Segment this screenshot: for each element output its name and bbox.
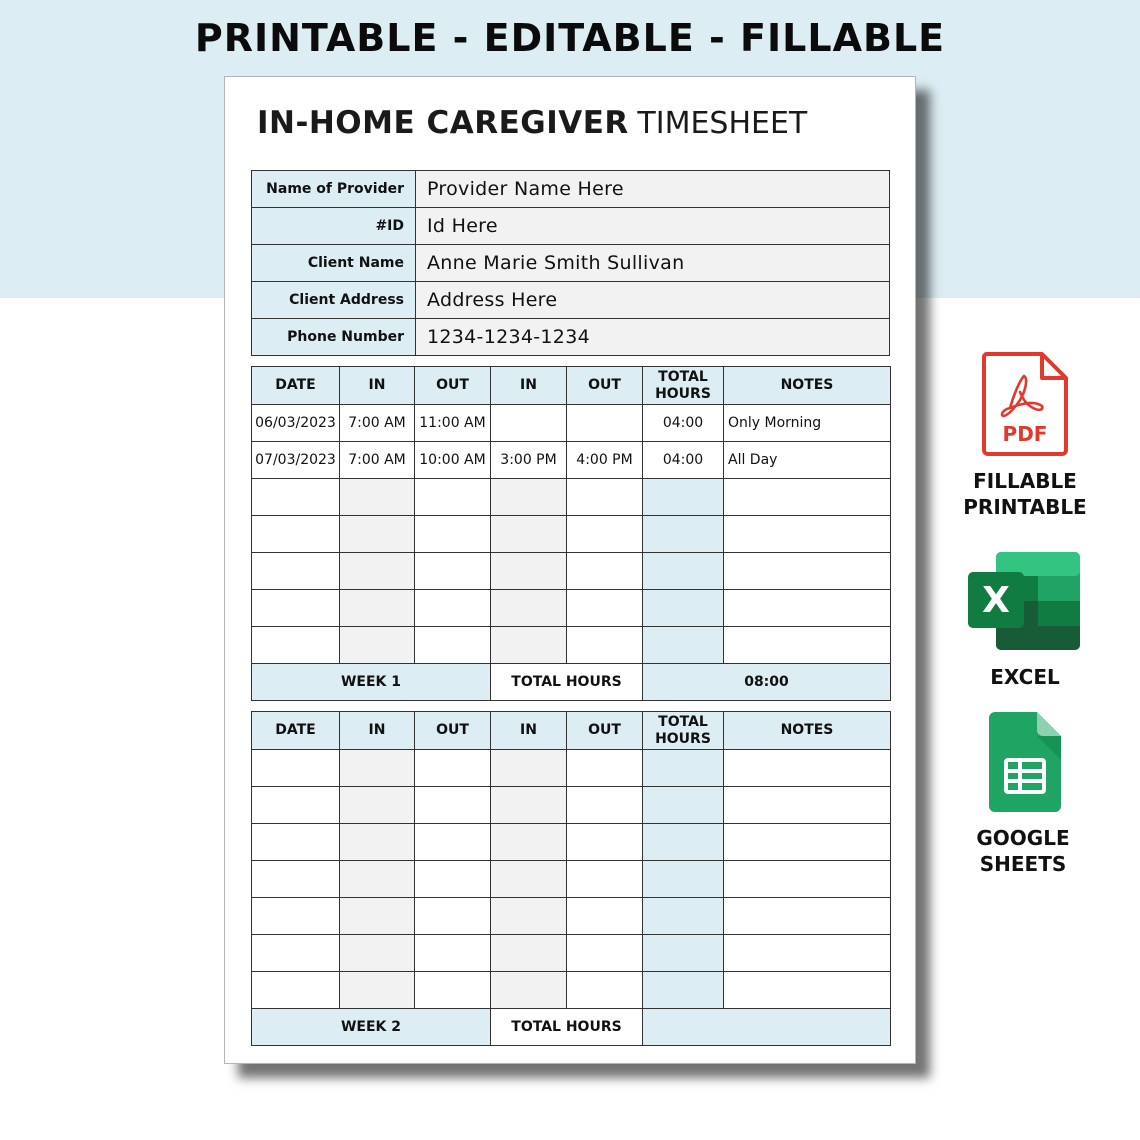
column-header: NOTES [724,367,891,405]
provider-name-field[interactable]: Provider Name Here [416,171,890,208]
id-field[interactable]: Id Here [416,208,890,245]
time-in-cell[interactable]: 7:00 AM [340,405,415,442]
table-row [252,479,891,516]
time-out-cell[interactable] [415,479,491,516]
time-in-cell[interactable] [340,824,415,861]
time-out-cell[interactable] [567,787,643,824]
time-out-cell[interactable] [567,479,643,516]
date-cell[interactable] [252,861,340,898]
client-name-field[interactable]: Anne Marie Smith Sullivan [416,245,890,282]
total-hours-cell[interactable] [643,553,724,590]
week-label: WEEK 2 [252,1009,491,1046]
time-out-cell[interactable] [415,972,491,1009]
time-in-cell[interactable] [491,861,567,898]
week-total-value[interactable] [643,1009,891,1046]
column-header: IN [491,367,567,405]
column-header: IN [340,712,415,750]
notes-cell[interactable] [724,861,891,898]
total-hours-header: TOTAL HOURS [655,713,711,747]
total-hours-cell[interactable] [643,898,724,935]
table-row [252,750,891,787]
info-label: Phone Number [252,319,416,356]
excel-badge-text: X [982,580,1010,621]
time-in-cell[interactable]: 3:00 PM [491,442,567,479]
notes-cell[interactable] [724,898,891,935]
column-header: OUT [415,367,491,405]
time-in-cell[interactable] [340,898,415,935]
title-bold: IN-HOME CAREGIVER [257,105,629,141]
time-in-cell[interactable] [491,590,567,627]
total-hours-cell[interactable] [643,972,724,1009]
total-hours-cell[interactable] [643,935,724,972]
title-light: TIMESHEET [637,106,808,141]
table-row [252,898,891,935]
week2-table [251,711,891,1046]
notes-cell[interactable] [724,516,891,553]
time-out-cell[interactable] [567,898,643,935]
week-summary-row [252,664,891,701]
week-total-label: TOTAL HOURS [491,664,643,701]
table-header-row [252,367,891,405]
info-label: Client Address [252,282,416,319]
info-label: Client Name [252,245,416,282]
total-hours-cell[interactable] [643,590,724,627]
phone-number-field[interactable]: 1234-1234-1234 [416,319,890,356]
time-in-cell[interactable] [340,861,415,898]
column-header: IN [491,712,567,750]
notes-cell[interactable] [724,750,891,787]
time-out-cell[interactable] [567,972,643,1009]
notes-cell[interactable] [724,935,891,972]
total-hours-cell[interactable] [643,787,724,824]
column-header: DATE [252,712,340,750]
info-row [252,319,890,356]
time-in-cell[interactable] [491,935,567,972]
total-hours-cell[interactable] [643,479,724,516]
notes-cell[interactable] [724,627,891,664]
time-in-cell[interactable] [491,516,567,553]
provider-info-table [251,170,890,356]
date-cell[interactable] [252,898,340,935]
time-out-cell[interactable] [567,627,643,664]
total-hours-cell[interactable]: 04:00 [643,442,724,479]
date-cell[interactable] [252,935,340,972]
format-label-line: PRINTABLE [963,495,1087,519]
info-row [252,208,890,245]
table-row [252,405,891,442]
time-in-cell[interactable]: 7:00 AM [340,442,415,479]
date-cell[interactable] [252,627,340,664]
time-out-cell[interactable] [567,861,643,898]
column-header: OUT [567,367,643,405]
time-out-cell[interactable] [567,516,643,553]
table-row [252,516,891,553]
total-hours-cell[interactable] [643,627,724,664]
time-in-cell[interactable] [340,553,415,590]
table-row [252,442,891,479]
time-in-cell[interactable] [340,627,415,664]
table-row [252,590,891,627]
time-in-cell[interactable] [491,972,567,1009]
time-out-cell[interactable] [567,750,643,787]
sheets-format-badge [950,712,1100,812]
total-hours-cell[interactable] [643,824,724,861]
time-in-cell[interactable] [340,479,415,516]
excel-format-label [950,664,1100,690]
time-out-cell[interactable] [415,750,491,787]
time-in-cell[interactable] [340,590,415,627]
date-cell[interactable]: 07/03/2023 [252,442,340,479]
time-out-cell[interactable] [415,516,491,553]
table-header-row [252,712,891,750]
info-row [252,171,890,208]
time-out-cell[interactable] [415,553,491,590]
time-out-cell[interactable] [415,627,491,664]
pdf-icon [980,350,1070,458]
excel-format-badge [950,550,1100,652]
time-out-cell[interactable] [415,935,491,972]
headline: PRINTABLE - EDITABLE - FILLABLE [194,16,946,60]
time-in-cell[interactable] [491,898,567,935]
format-label-line: GOOGLE [976,826,1070,850]
time-in-cell[interactable] [340,516,415,553]
total-hours-cell[interactable]: 04:00 [643,405,724,442]
column-header: OUT [415,712,491,750]
notes-cell[interactable] [724,590,891,627]
time-in-cell[interactable] [340,972,415,1009]
time-out-cell[interactable] [567,935,643,972]
time-in-cell[interactable] [491,824,567,861]
week-label: WEEK 1 [252,664,491,701]
total-hours-header: TOTAL HOURS [655,368,711,402]
time-out-cell[interactable] [567,553,643,590]
time-in-cell[interactable] [491,405,567,442]
total-hours-cell[interactable] [643,516,724,553]
week-total-value[interactable]: 08:00 [643,664,891,701]
week-summary-row [252,1009,891,1046]
time-out-cell[interactable]: 10:00 AM [415,442,491,479]
pdf-format-badge [950,350,1100,458]
column-header: NOTES [724,712,891,750]
date-cell[interactable] [252,972,340,1009]
table-row [252,787,891,824]
table-row [252,972,891,1009]
page-title [257,105,807,141]
time-out-cell[interactable] [415,787,491,824]
time-in-cell[interactable] [340,787,415,824]
date-cell[interactable] [252,750,340,787]
time-out-cell[interactable]: 4:00 PM [567,442,643,479]
notes-cell[interactable]: All Day [724,442,891,479]
info-row [252,245,890,282]
info-row [252,282,890,319]
table-row [252,935,891,972]
time-in-cell[interactable] [491,750,567,787]
format-label-line: FILLABLE [973,469,1077,493]
time-in-cell[interactable] [491,787,567,824]
info-label: #ID [252,208,416,245]
notes-cell[interactable] [724,553,891,590]
google-sheets-icon [989,712,1061,812]
time-in-cell[interactable] [340,750,415,787]
pdf-format-label [950,468,1100,520]
date-cell[interactable] [252,787,340,824]
table-row [252,553,891,590]
notes-cell[interactable] [724,479,891,516]
notes-cell[interactable] [724,824,891,861]
time-out-cell[interactable] [415,824,491,861]
time-in-cell[interactable] [491,479,567,516]
column-header [643,712,724,750]
table-row [252,627,891,664]
date-cell[interactable] [252,479,340,516]
sheets-format-label [948,825,1098,877]
week-total-label: TOTAL HOURS [491,1009,643,1046]
client-address-field[interactable]: Address Here [416,282,890,319]
table-row [252,824,891,861]
column-header: IN [340,367,415,405]
column-header: OUT [567,712,643,750]
date-cell[interactable] [252,516,340,553]
date-cell[interactable] [252,553,340,590]
time-out-cell[interactable]: 11:00 AM [415,405,491,442]
week1-table [251,366,891,701]
excel-icon [966,550,1084,652]
column-header: DATE [252,367,340,405]
table-row [252,861,891,898]
date-cell[interactable] [252,824,340,861]
time-out-cell[interactable] [567,405,643,442]
format-label-line: EXCEL [990,665,1060,689]
format-label-line: SHEETS [979,852,1067,876]
date-cell[interactable]: 06/03/2023 [252,405,340,442]
time-out-cell[interactable] [567,590,643,627]
column-header [643,367,724,405]
notes-cell[interactable] [724,787,891,824]
time-out-cell[interactable] [415,898,491,935]
time-in-cell[interactable] [491,627,567,664]
total-hours-cell[interactable] [643,861,724,898]
date-cell[interactable] [252,590,340,627]
pdf-badge-text: PDF [1002,422,1048,446]
notes-cell[interactable]: Only Morning [724,405,891,442]
notes-cell[interactable] [724,972,891,1009]
time-in-cell[interactable] [340,935,415,972]
time-out-cell[interactable] [567,824,643,861]
total-hours-cell[interactable] [643,750,724,787]
time-out-cell[interactable] [415,590,491,627]
info-label: Name of Provider [252,171,416,208]
time-in-cell[interactable] [491,553,567,590]
timesheet-page [224,76,916,1064]
time-out-cell[interactable] [415,861,491,898]
